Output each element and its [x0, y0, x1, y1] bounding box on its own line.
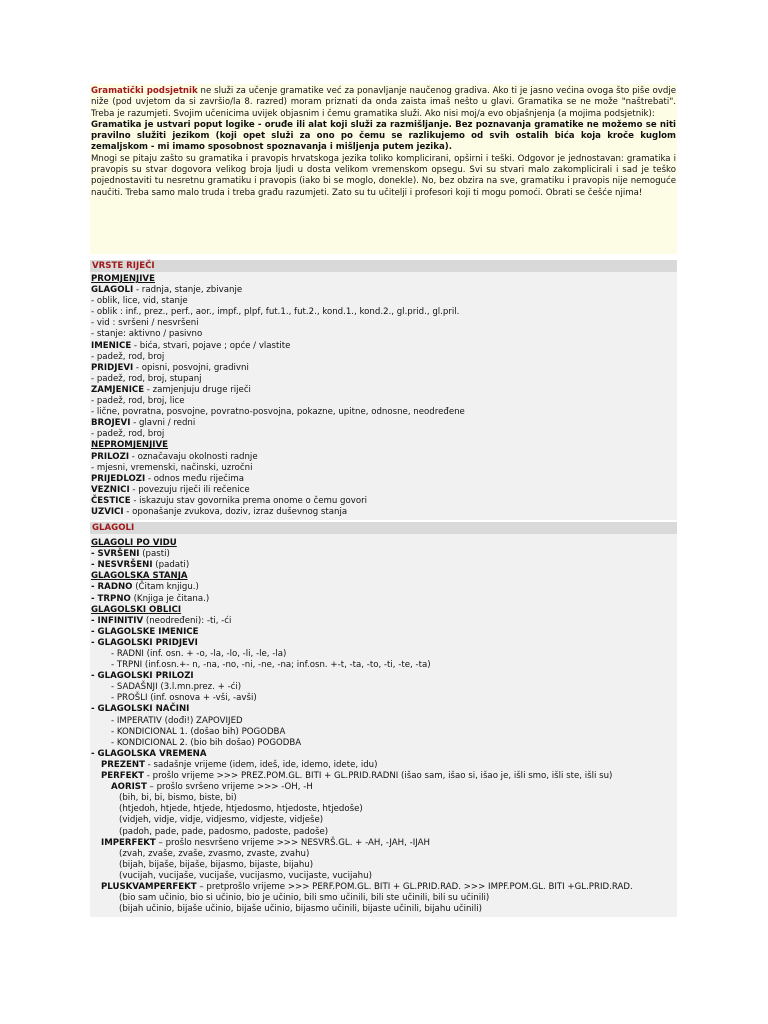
list-item-term: - RADNO: [91, 582, 133, 593]
list-item: [91, 627, 675, 638]
list-item-detail: (Čitam knjigu.): [132, 582, 199, 593]
list-item-term: (bih, bi, bi, bismo, biste, bi): [119, 793, 237, 804]
list-item-term: IMPERFEKT: [101, 837, 156, 848]
list-item-term: PRILOZI: [91, 451, 130, 462]
list-item-detail: - zamjenjuju druge riječi: [144, 384, 251, 395]
list-item-term: - oblik, lice, vid, stanje: [91, 296, 188, 307]
list-item: [91, 804, 675, 815]
list-item-term: NEPROMJENJIVE: [91, 440, 169, 451]
list-item: [91, 682, 675, 693]
list-item: [91, 760, 675, 771]
list-item-detail: - iskazuju stav govornika prema onome o čemu govori: [130, 495, 368, 506]
list-item: [91, 704, 675, 715]
list-item-detail: (neodređeni): -ti, -ći: [143, 615, 232, 626]
list-item: [91, 849, 675, 860]
list-item-term: AORIST: [111, 782, 147, 793]
list-item-term: - IMPERATIV (dođi!) ZAPOVIJED: [111, 715, 243, 726]
list-item: [91, 440, 675, 451]
list-item: [91, 418, 675, 429]
list-item-detail: - sadašnje vrijeme (idem, ideš, ide, idemo, idete, idu): [144, 759, 378, 770]
list-item: [91, 605, 675, 616]
list-item: [91, 882, 675, 893]
list-item-term: - padež, rod, broj: [91, 351, 165, 362]
list-item-term: ZAMJENICE: [91, 384, 145, 395]
list-item: [91, 407, 675, 418]
list-item: [91, 727, 675, 738]
list-item-detail: (pasti): [139, 549, 170, 560]
list-item: [91, 904, 675, 915]
list-item: [91, 893, 675, 904]
list-item-term: PERFEKT: [101, 771, 145, 782]
list-item: [91, 549, 675, 560]
list-item-term: (htjedoh, htjede, htjede, htjedosmo, htjedoste, htjedoše): [119, 804, 363, 815]
list-item: [91, 341, 675, 352]
list-item-detail: - radnja, stanje, zbivanje: [133, 285, 243, 296]
list-item-term: - INFINITIV: [91, 615, 144, 626]
list-item: [91, 496, 675, 507]
list-item: [91, 352, 675, 363]
list-item-detail: (Knjiga je čitana.): [130, 593, 210, 604]
list-item-term: GLAGOLI PO VIDU: [91, 538, 177, 549]
intro-paragraph: [91, 86, 676, 120]
list-item-term: GLAGOLSKI OBLICI: [91, 604, 182, 615]
list-item: [91, 429, 675, 440]
list-item: [91, 616, 675, 627]
section-heading-vrste: VRSTE RIJEČI: [90, 260, 677, 272]
list-item-term: - lične, povratna, posvojne, povratno-posvojna, pokazne, upitne, odnosne, neodređene: [91, 407, 465, 418]
list-item: [91, 396, 675, 407]
list-item-term: (bijah učinio, bijaše učinio, bijaše učinio, bijasmo učinili, bijaste učinili, bijahu učinili): [119, 904, 482, 915]
list-item-detail: (padati): [152, 560, 190, 571]
list-item: [91, 638, 675, 649]
list-item: [91, 660, 675, 671]
list-item-detail: - prošlo vrijeme >>> PREZ.POM.GL. BITI + GL.PRID.RADNI (išao sam, išao si, išao je, išli smo, išli ste, išli su): [144, 771, 613, 782]
list-item-term: PRIJEDLOZI: [91, 473, 146, 484]
list-item: [91, 594, 675, 605]
list-item-term: - oblik : inf., prez., perf., aor., impf., plpf, fut.1., fut.2., kond.1., kond.2., gl.prid., gl.pril.: [91, 307, 460, 318]
glagoli-list: [90, 534, 677, 917]
list-item-term: - TRPNI (inf.osn.+- n, -na, -no, -ni, -ne, -na; inf.osn. +-t, -ta, -to, -ti, -te, -ta): [111, 660, 431, 671]
list-item-term: (bijah, bijaše, bijaše, bijasmo, bijaste, bijahu): [119, 859, 314, 870]
list-item: [91, 671, 675, 682]
list-item: [91, 474, 675, 485]
list-item: [91, 838, 675, 849]
list-item-term: - padež, rod, broj, lice: [91, 396, 185, 407]
list-item-term: - SVRŠENI: [91, 549, 140, 560]
list-item-detail: - opisni, posvojni, gradivni: [133, 362, 249, 373]
list-item: [91, 463, 675, 474]
list-item-term: - TRPNO: [91, 593, 131, 604]
list-item-term: (zvah, zvaše, zvaše, zvasmo, zvaste, zvahu): [119, 848, 310, 859]
list-item-term: GLAGOLSKA STANJA: [91, 571, 188, 582]
list-item-term: PREZENT: [101, 759, 145, 770]
list-item-term: - padež, rod, broj, stupanj: [91, 373, 202, 384]
list-item: [91, 793, 675, 804]
list-item: [91, 296, 675, 307]
intro-box: [90, 84, 677, 254]
list-item: [91, 582, 675, 593]
list-item-term: (padoh, pade, pade, padosmo, padoste, padoše): [119, 826, 329, 837]
list-item-detail: – prošlo svršeno vrijeme >>> -OH, -H: [146, 782, 313, 793]
list-item: [91, 374, 675, 385]
list-item: [91, 538, 675, 549]
list-item: [91, 771, 675, 782]
list-item-detail: - oponašanje zvukova, doziv, izraz duševnog stanja: [123, 506, 348, 517]
list-item-term: - KONDICIONAL 2. (bio bih došao) POGODBA: [111, 737, 302, 748]
list-item-term: VEZNICI: [91, 484, 130, 495]
list-item-detail: - označavaju okolnosti radnje: [129, 451, 258, 462]
list-item-term: BROJEVI: [91, 418, 131, 429]
list-item-detail: - bića, stvari, pojave ; opće / vlastite: [131, 340, 291, 351]
list-item-term: - GLAGOLSKI PRILOZI: [91, 671, 194, 682]
list-item-term: - mjesni, vremenski, načinski, uzročni: [91, 462, 253, 473]
list-item: [91, 307, 675, 318]
list-item: [91, 827, 675, 838]
list-item: [91, 363, 675, 374]
list-item-term: PLUSKVAMPERFEKT: [101, 881, 197, 892]
list-item-term: - RADNI (inf. osn. + -o, -la, -lo, -li, -le, -la): [111, 649, 287, 659]
list-item-term: - NESVRŠENI: [91, 560, 153, 571]
vrste-list: [90, 272, 677, 520]
list-item-term: GLAGOLI: [91, 285, 134, 296]
list-item-detail: - glavni / redni: [130, 418, 196, 429]
list-item: [91, 749, 675, 760]
list-item: [91, 560, 675, 571]
list-item: [91, 385, 675, 396]
list-item-term: (bio sam učinio, bio si učinio, bio je učinio, bili smo učinili, bili ste učinili, bili su učinili): [119, 893, 490, 904]
list-item: [91, 507, 675, 518]
list-item: [91, 274, 675, 285]
list-item: [91, 318, 675, 329]
list-item-term: - GLAGOLSKI NAČINI: [91, 704, 190, 715]
list-item-detail: – prošlo nesvršeno vrijeme >>> NESVRŠ.GL. + -AH, -JAH, -IJAH: [155, 837, 430, 848]
list-item-term: - stanje: aktivno / pasivno: [91, 329, 203, 340]
intro-bold-paragraph: Gramatika je ustvari poput logike - oruđe ili alat koji služi za razmišljanje. Bez poznavanja gramatike ne možemo se niti pravilno služiti jezikom (koji opet služi za ono po čemu se razlikujemo od svih ostalih bića koja kroče kuglom zemaljskom - mi imamo sposobnost spoznavanja i mišljenja putem jezika).: [91, 119, 676, 153]
list-item-term: - vid : svršeni / nesvršeni: [91, 318, 199, 329]
list-item-term: PROMJENJIVE: [91, 274, 155, 284]
list-item: [91, 285, 675, 296]
list-item: [91, 860, 675, 871]
list-item: [91, 452, 675, 463]
list-item-detail: - povezuju riječi ili rečenice: [129, 484, 250, 495]
list-item-term: ČESTICE: [91, 495, 131, 506]
list-item-term: UZVICI: [91, 506, 124, 517]
list-item-term: - GLAGOLSKA VREMENA: [91, 748, 207, 759]
intro-brand: Gramatički podsjetnik: [91, 86, 198, 96]
list-item: [91, 738, 675, 749]
list-item: [91, 815, 675, 826]
list-item: [91, 571, 675, 582]
list-item-term: - KONDICIONAL 1. (došao bih) POGODBA: [111, 726, 286, 737]
list-item: [91, 693, 675, 704]
list-item: [91, 485, 675, 496]
intro-text-2: Mnogi se pitaju zašto su gramatika i pravopis hrvatskoga jezika toliko komplicirani, opširni i teški. Odgovor je jednostavan: gramatika i pravopis su stvar dogovora velikog broja ljudi u dosta velikom vremenskom opsegu. Svi su stvari malo zakomplicirali i sad je teško pojednostaviti tu nesretnu gramatiku i pravopis (iako bi se moglo, donekle). No, bez obzira na sve, gramatiku i pravopis nije nemoguće naučiti. Treba samo malo truda i treba građu razumjeti. Zato su tu učitelji i profesori koji ti mogu pomoći. Obrati se češće njima!: [91, 153, 676, 198]
list-item: [91, 871, 675, 882]
list-item-term: PRIDJEVI: [91, 362, 134, 373]
list-item-detail: – pretprošlo vrijeme >>> PERF.POM.GL. BITI + GL.PRID.RAD. >>> IMPF.POM.GL. BITI +GL.PRID.RAD.: [196, 881, 633, 892]
list-item: [91, 329, 675, 340]
list-item: [91, 716, 675, 727]
list-item-term: IMENICE: [91, 340, 132, 351]
list-item-term: (vucijah, vucijaše, vucijaše, vucijasmo, vucijaste, vucijahu): [119, 870, 372, 881]
list-item-term: - PROŠLI (inf. osnova + -vši, -avši): [111, 693, 257, 704]
list-item-term: (vidjeh, vidje, vidje, vidjesmo, vidjeste, vidješe): [119, 815, 324, 826]
list-item: [91, 649, 675, 660]
list-item-term: - GLAGOLSKI PRIDJEVI: [91, 637, 198, 648]
intro-text-1: ne služi za učenje gramatike već za ponavljanje naučenog gradiva. Ako ti je jasno većina ovoga što piše ovdje niže (pod uvjetom da si završio/la 8. razred) moram priznati da onda zaista imaš nešto u glavi. Gramatika se ne može "naštrebati". Treba je razumjeti. Svojim učenicima uvijek objasnim i čemu gramatika služi. Ako nisi moj/a evo objašnjenja (a mojima podsjetnik):: [91, 86, 676, 119]
section-heading-glagoli: GLAGOLI: [90, 522, 677, 534]
list-item-term: - SADAŠNJI (3.l.mn.prez. + -ći): [111, 682, 242, 693]
list-item-term: - padež, rod, broj: [91, 429, 165, 440]
list-item: [91, 782, 675, 793]
document-page: [90, 84, 677, 917]
list-item-detail: - odnos među riječima: [145, 473, 245, 484]
list-item-term: - GLAGOLSKE IMENICE: [91, 626, 199, 637]
